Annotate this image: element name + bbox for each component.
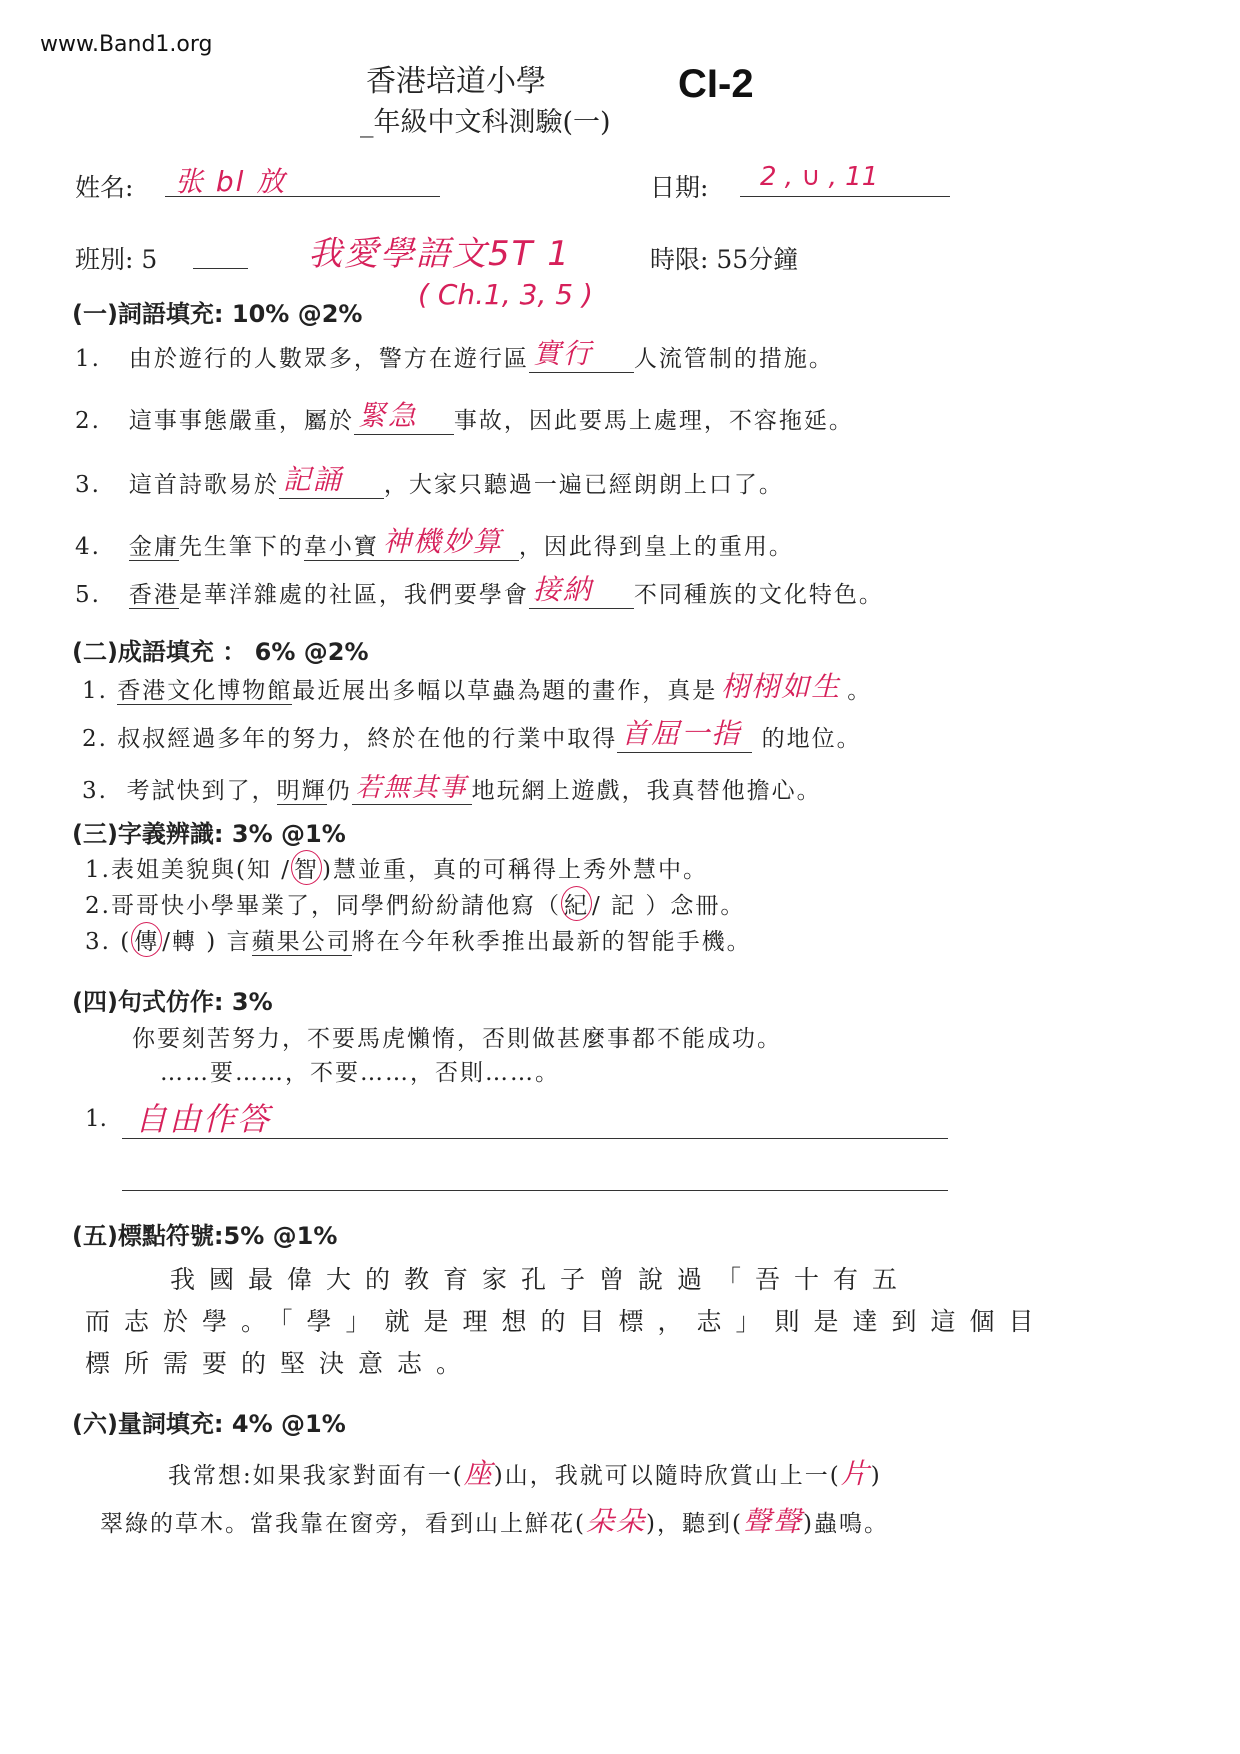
section-6-title: (六)量詞填充: 4% @1% — [72, 1410, 346, 1438]
question-text: )蟲鳴。 — [802, 1511, 889, 1537]
question-text: ，因此得到皇上的重用。 — [518, 534, 794, 560]
s1-q4 — [75, 525, 794, 561]
question-text: 這事事態嚴重，屬於 — [128, 408, 354, 434]
question-text: 這首詩歌易於 — [128, 472, 279, 498]
s2-q1 — [82, 672, 872, 705]
question-text: 先生筆下的 — [178, 534, 304, 560]
s1-q2 — [75, 399, 854, 435]
answer-line-2 — [122, 1190, 948, 1191]
answer-blank[interactable] — [279, 463, 384, 499]
question-text: ，大家只聽過一遍已經朗朗上口了。 — [383, 472, 784, 498]
handwritten-title: 我愛學語文5T 1 — [308, 234, 571, 274]
proper-noun: 韋小寶 — [303, 534, 379, 560]
s4-example: 你要刻苦努力，不要馬虎懶惰，否則做甚麼事都不能成功。 — [132, 1026, 782, 1052]
s5-line-1: 我國最偉大的教育家孔子曾說過「吾十有五 — [170, 1265, 912, 1294]
answer-text: 實行 — [532, 337, 593, 370]
question-text: 將在今年秋季推出最新的智能手機。 — [351, 929, 752, 955]
question-text: 是華洋雜處的社區，我們要學會 — [178, 582, 529, 608]
s5-line-2: 而志於學。「學」就是理想的目標，志」則是達到這個目 — [85, 1307, 1048, 1336]
question-text: 1.表姐美貌與(知 / — [85, 857, 291, 883]
section-5-title: (五)標點符號:5% @1% — [72, 1222, 338, 1250]
question-number: 3. — [75, 472, 101, 498]
date-value[interactable]: 2 , ∪ , 11 — [760, 162, 879, 192]
answer-text[interactable]: 片 — [840, 1457, 871, 1490]
proper-noun: 香港 — [128, 582, 179, 608]
answer-blank[interactable] — [379, 525, 519, 561]
answer-text: 首屈一指 — [621, 717, 742, 750]
question-text: 我常想:如果我家對面有一( — [168, 1463, 464, 1489]
circled-answer[interactable]: 智 — [291, 850, 322, 885]
name-label: 姓名: — [75, 173, 134, 202]
answer-blank[interactable] — [529, 337, 634, 373]
name-value[interactable]: 张 bl 放 — [175, 165, 287, 198]
answer-text: 若無其事 — [355, 773, 468, 803]
s5-line-3: 標所需要的堅決意志。 — [85, 1349, 476, 1378]
proper-noun: 香港文化博物館 — [117, 678, 293, 704]
question-number: 5. — [75, 582, 101, 608]
answer-text[interactable]: 聲聲 — [742, 1505, 803, 1538]
section-3-title: (三)字義辨識: 3% @1% — [72, 820, 346, 848]
question-text: 的地位。 — [752, 726, 862, 752]
s6-line-1 — [168, 1452, 882, 1492]
question-number: 2. — [75, 408, 101, 434]
answer-text: 接納 — [532, 573, 593, 606]
question-text: )慧並重，真的可稱得上秀外慧中。 — [321, 857, 708, 883]
question-text: 。 — [847, 678, 873, 704]
question-text: 2.哥哥快小學畢業了，同學們紛紛請他寫（ — [85, 893, 561, 919]
answer-text: 神機妙算 — [382, 525, 503, 558]
proper-noun: 金庸 — [128, 534, 179, 560]
s1-q3 — [75, 463, 784, 499]
answer-text: 緊急 — [357, 399, 418, 432]
s3-q1 — [85, 850, 708, 885]
proper-noun: 蘋果公司 — [251, 929, 352, 955]
question-number: 3. — [82, 778, 108, 804]
question-text: 3. ( — [85, 929, 132, 955]
s4-pattern: ……要……，不要……，否則……。 — [160, 1060, 560, 1086]
s3-q2 — [85, 886, 745, 921]
question-text: 最近展出多幅以草蟲為題的畫作，真是 — [292, 678, 718, 704]
class-line — [193, 268, 248, 269]
question-text: / 記 ）念冊。 — [591, 893, 746, 919]
question-number: 1. — [75, 346, 101, 372]
s1-q5 — [75, 573, 884, 609]
circled-answer[interactable]: 傳 — [131, 922, 162, 957]
section-1-title: (一)詞語填充: 10% @2% — [72, 300, 363, 328]
s4-number: 1. — [85, 1106, 107, 1132]
question-text: 人流管制的措施。 — [633, 346, 834, 372]
question-text: 翠綠的草木。當我靠在窗旁，看到山上鮮花( — [100, 1511, 586, 1537]
question-text: 事故，因此要馬上處理，不容拖延。 — [453, 408, 854, 434]
class-label: 班別: 5 — [75, 245, 158, 274]
answer-blank[interactable] — [717, 670, 847, 705]
answer-line-1 — [122, 1138, 948, 1139]
exam-title: _年級中文科測驗(一) — [360, 107, 611, 138]
answer-blank[interactable] — [354, 399, 454, 435]
question-number: 4. — [75, 534, 101, 560]
question-text: )，聽到( — [646, 1511, 743, 1537]
school-name: 香港培道小學 — [366, 64, 546, 99]
s4-answer[interactable]: 自由作答 — [135, 1100, 272, 1138]
handwritten-chapters: ( Ch.1, 3, 5 ) — [418, 278, 593, 311]
answer-text[interactable]: 朵朵 — [585, 1505, 646, 1538]
question-text: 考試快到了， — [126, 778, 277, 804]
paper-code: CI-2 — [678, 62, 754, 106]
date-label: 日期: — [650, 173, 709, 202]
question-text: 地玩網上遊戲，我真替他擔心。 — [471, 778, 822, 804]
s2-q2 — [82, 717, 862, 753]
answer-blank[interactable] — [352, 773, 472, 805]
question-text: 叔叔經過多年的努力，終於在他的行業中取得 — [117, 726, 618, 752]
question-number: 2. — [82, 726, 108, 752]
s6-line-2 — [100, 1500, 889, 1540]
watermark: www.Band1.org — [40, 32, 213, 57]
question-text: 仍 — [326, 778, 352, 804]
question-text: 由於遊行的人數眾多，警方在遊行區 — [128, 346, 529, 372]
answer-text: 記誦 — [282, 463, 343, 496]
answer-blank[interactable] — [617, 717, 752, 753]
circled-answer[interactable]: 紀 — [561, 886, 592, 921]
answer-text[interactable]: 座 — [463, 1457, 494, 1490]
question-text: 不同種族的文化特色。 — [633, 582, 884, 608]
section-4-title: (四)句式仿作: 3% — [72, 988, 273, 1016]
proper-noun: 明輝 — [276, 778, 327, 804]
answer-blank[interactable] — [529, 573, 634, 609]
s2-q3 — [82, 772, 822, 805]
answer-text: 栩栩如生 — [721, 670, 842, 703]
question-text: )山，我就可以隨時欣賞山上一( — [493, 1463, 841, 1489]
question-number: 1. — [82, 678, 108, 704]
s1-q1 — [75, 337, 834, 373]
date-line — [740, 196, 950, 197]
s3-q3 — [85, 922, 752, 957]
question-text: /轉 ) 言 — [162, 929, 252, 955]
time-label: 時限: 55分鐘 — [650, 245, 799, 274]
section-2-title: (二)成語填充 ： 6% @2% — [72, 638, 369, 666]
question-text: ) — [870, 1463, 882, 1489]
